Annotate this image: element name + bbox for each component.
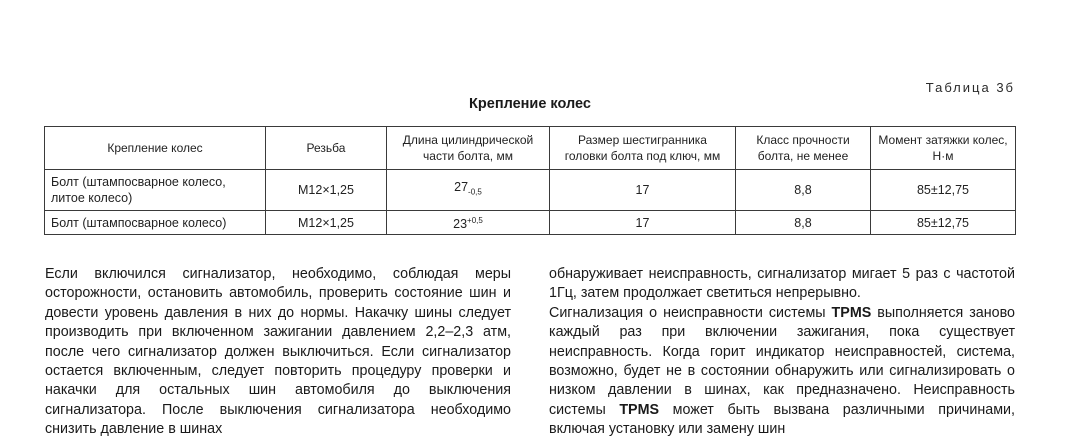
table-header-row xyxy=(45,127,1016,170)
cell-fastening: Болт (штампосварное колесо) xyxy=(45,211,266,235)
table-row xyxy=(45,170,1016,211)
tpms-acronym: TPMS xyxy=(831,304,872,321)
cell-fastening: Болт (штампосварное колесо, литое колесо) xyxy=(45,170,266,211)
length-tolerance: -0,5 xyxy=(468,187,482,197)
paragraph-tpms xyxy=(549,304,1015,440)
table-number: Таблица 3б xyxy=(925,80,1015,95)
cell-torque: 85±12,75 xyxy=(871,170,1016,211)
cell-strength-class: 8,8 xyxy=(736,211,871,235)
cell-hex-size: 17 xyxy=(550,211,736,235)
cell-thread: М12×1,25 xyxy=(266,211,387,235)
table-row xyxy=(45,211,1016,235)
cell-length xyxy=(387,211,550,235)
wheel-fastening-table xyxy=(44,126,1016,235)
header-strength-class: Класс прочности болта, не менее xyxy=(736,127,871,170)
cell-hex-size: 17 xyxy=(550,170,736,211)
text-column-left xyxy=(45,265,511,440)
header-length: Длина цилиндрической части болта, мм xyxy=(387,127,550,170)
length-tolerance: +0,5 xyxy=(467,216,483,225)
header-hex-size: Размер шестигранника головки болта под ключ, мм xyxy=(550,127,736,170)
cell-torque: 85±12,75 xyxy=(871,211,1016,235)
tpms-text-a: Сигнализация о неисправности системы xyxy=(549,304,832,321)
tpms-text-c: может быть вызвана различными причинами, включая установку или замену шин xyxy=(549,401,1015,438)
header-thread: Резьба xyxy=(266,127,387,170)
length-value: 23 xyxy=(453,217,468,232)
length-value: 27 xyxy=(454,180,469,195)
cell-strength-class: 8,8 xyxy=(736,170,871,211)
header-fastening: Крепление колес xyxy=(45,127,266,170)
tpms-acronym: TPMS xyxy=(619,401,660,418)
table-title: Крепление колес xyxy=(469,96,591,112)
tpms-text-b: выполняется заново каждый раз при включении зажигания, пока существует неисправность. Когда горит индикатор неисправностей, система, возможно, будет не в состоянии обнаружить или сигнализировать о низком давлении в шинах, как предназначено. Неисправность системы xyxy=(549,304,1015,418)
cell-length xyxy=(387,170,550,211)
text-column-right xyxy=(549,265,1015,440)
cell-thread: М12×1,25 xyxy=(266,170,387,211)
header-torque: Момент затяжки колес, Н·м xyxy=(871,127,1016,170)
paragraph-blink: обнаруживает неисправность, сигнализатор мигает 5 раз с частотой 1Гц, затем продолжает светиться непрерывно. xyxy=(549,266,1015,302)
paragraph-warning-procedure: Если включился сигнализатор, необходимо, соблюдая меры осторожности, остановить автомобиль, проверить состояние шин и довести уровень давления в них до нормы. Накачку шины следует производить при включенном зажигании давлением 2,2–2,3 атм, после чего сигнализатор должен выключиться. Если сигнализатор остается включенным, следует повторить процедуру проверки и накачки для остальных шин автомобиля до выключения сигнализатора. После выключения сигнализатора необходимо снизить давление в шинах xyxy=(45,266,511,438)
